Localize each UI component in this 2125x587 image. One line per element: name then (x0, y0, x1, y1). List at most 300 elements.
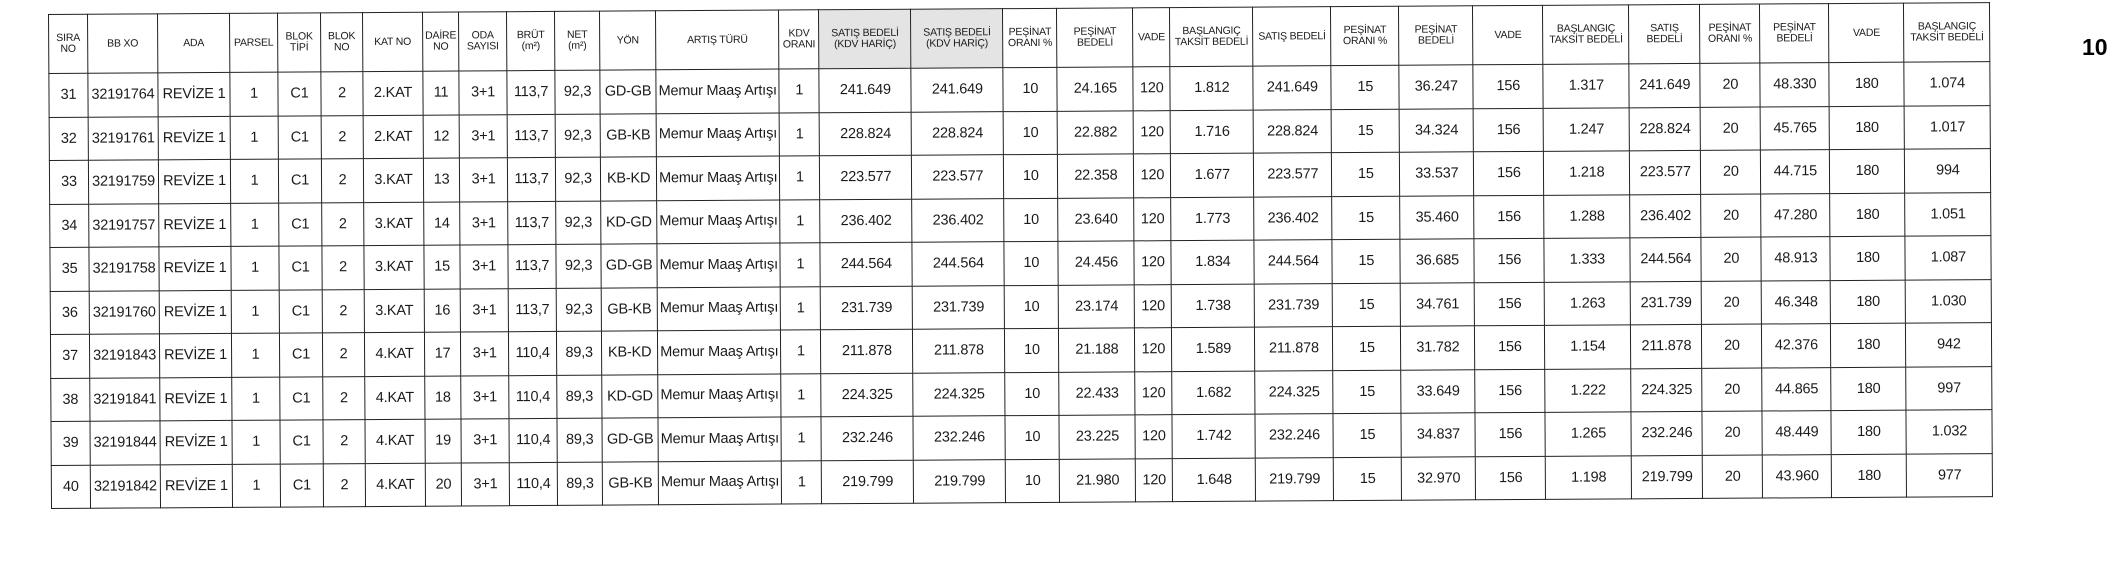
cell-bb-xo: 32191764 (88, 73, 158, 117)
cell-baslangic-taksit-120: 1.648 (1173, 458, 1256, 502)
cell-bb-xo: 32191844 (90, 421, 160, 465)
cell-daire-no: 11 (423, 71, 459, 115)
cell-net: 92,3 (555, 70, 600, 114)
cell-pesinat-bedeli-10: 24.165 (1057, 67, 1133, 111)
cell-yon: GB-KB (600, 113, 656, 157)
cell-blok-tipi: C1 (279, 333, 322, 377)
cell-parsel: 1 (231, 246, 279, 290)
cell-kdv-orani: 1 (780, 243, 820, 287)
cell-satis-bedeli-20: 232.246 (1631, 411, 1702, 455)
cell-vade-120: 120 (1136, 458, 1173, 502)
cell-sira-no: 34 (50, 204, 89, 248)
price-table-sheet (48, 2, 1993, 509)
cell-bb-xo: 32191757 (89, 203, 159, 247)
cell-vade-180: 180 (1830, 193, 1905, 237)
cell-pesinat-bedeli-15: 36.685 (1400, 239, 1474, 283)
cell-vade-156: 156 (1475, 412, 1545, 456)
cell-vade-156: 156 (1475, 282, 1545, 326)
cell-satis-bedeli-kdv-haric-1: 241.649 (819, 68, 911, 112)
cell-kat-no: 3.KAT (364, 289, 424, 333)
cell-daire-no: 12 (423, 114, 459, 158)
header-pesinat-bedeli-15: PEŞİNAT BEDELİ (1399, 6, 1473, 65)
cell-brut: 110,4 (509, 331, 557, 375)
table-body (49, 62, 1993, 509)
cell-kat-no: 3.KAT (364, 202, 424, 246)
cell-bb-xo: 32191842 (90, 464, 160, 508)
cell-pesinat-bedeli-15: 34.761 (1401, 282, 1475, 326)
cell-daire-no: 16 (424, 288, 460, 332)
cell-pesinat-orani-20: 20 (1703, 455, 1763, 499)
cell-brut: 110,4 (509, 375, 557, 419)
cell-blok-tipi: C1 (280, 420, 323, 464)
header-net: NET (m²) (555, 11, 600, 70)
cell-ada: REVİZE 1 (159, 333, 231, 377)
cell-pesinat-orani-20: 20 (1700, 107, 1760, 151)
header-pesinat-bedeli-20: PEŞİNAT BEDELİ (1760, 4, 1829, 63)
cell-satis-bedeli-15: 219.799 (1256, 457, 1334, 501)
cell-pesinat-bedeli-20: 44.715 (1761, 150, 1830, 194)
cell-sira-no: 38 (51, 378, 90, 422)
cell-pesinat-bedeli-10: 21.980 (1060, 458, 1136, 502)
cell-yon: GD-GB (602, 418, 658, 462)
cell-blok-tipi: C1 (278, 159, 321, 203)
cell-satis-bedeli-15: 241.649 (1253, 66, 1331, 110)
cell-baslangic-taksit-120: 1.812 (1170, 66, 1253, 110)
cell-pesinat-orani-15: 15 (1333, 326, 1401, 370)
cell-blok-no: 2 (323, 463, 365, 507)
cell-pesinat-orani-15: 15 (1333, 370, 1401, 414)
cell-kat-no: 2.KAT (363, 115, 423, 159)
cell-vade-156: 156 (1476, 456, 1546, 500)
cell-kat-no: 3.KAT (364, 245, 424, 289)
cell-pesinat-bedeli-10: 23.174 (1059, 284, 1135, 328)
cell-satis-bedeli-20: 236.402 (1630, 194, 1701, 238)
header-bb-xo: BB XO (88, 14, 158, 73)
header-blok-tipi: BLOK TİPİ (277, 13, 320, 72)
cell-baslangic-taksit-156: 1.222 (1545, 368, 1631, 412)
cell-kat-no: 4.KAT (365, 463, 425, 507)
cell-kat-no: 2.KAT (363, 71, 423, 115)
cell-blok-tipi: C1 (278, 72, 321, 116)
cell-satis-bedeli-20: 228.824 (1629, 107, 1700, 151)
header-baslangic-taksit-180: BAŞLANGIÇ TAKSİT BEDELİ (1904, 3, 1990, 63)
cell-yon: GD-GB (601, 244, 657, 288)
cell-sira-no: 40 (51, 465, 90, 509)
cell-vade-156: 156 (1475, 369, 1545, 413)
cell-blok-no: 2 (321, 115, 363, 159)
header-brut: BRÜT (m²) (507, 11, 555, 70)
cell-pesinat-bedeli-20: 48.449 (1762, 411, 1831, 455)
cell-kat-no: 4.KAT (365, 419, 425, 463)
cell-parsel: 1 (230, 72, 278, 116)
cell-satis-bedeli-kdv-haric-2: 224.325 (913, 372, 1005, 416)
cell-pesinat-bedeli-15: 32.970 (1402, 456, 1476, 500)
cell-pesinat-orani-20: 20 (1701, 237, 1761, 281)
cell-satis-bedeli-kdv-haric-1: 211.878 (821, 329, 913, 373)
cell-baslangic-taksit-120: 1.589 (1172, 327, 1255, 371)
cell-net: 92,3 (555, 114, 600, 158)
cell-baslangic-taksit-180: 997 (1906, 366, 1992, 410)
cell-pesinat-orani-15: 15 (1333, 283, 1401, 327)
cell-daire-no: 19 (425, 419, 461, 463)
cell-vade-180: 180 (1829, 62, 1904, 106)
cell-kdv-orani: 1 (779, 69, 819, 113)
cell-kdv-orani: 1 (780, 156, 820, 200)
cell-pesinat-orani-15: 15 (1334, 457, 1402, 501)
cell-pesinat-bedeli-20: 45.765 (1760, 106, 1829, 150)
cell-parsel: 1 (231, 333, 279, 377)
cell-bb-xo: 32191843 (89, 334, 159, 378)
cell-kdv-orani: 1 (781, 417, 821, 461)
cell-artis-turu: Memur Maaş Artışı (657, 243, 781, 287)
cell-vade-180: 180 (1830, 149, 1905, 193)
cell-satis-bedeli-kdv-haric-1: 228.824 (819, 112, 911, 156)
cell-pesinat-orani-20: 20 (1702, 411, 1762, 455)
cell-pesinat-orani-15: 15 (1333, 413, 1401, 457)
cell-yon: GB-KB (601, 287, 657, 331)
header-yon: YÖN (600, 11, 656, 70)
header-kat-no: KAT NO (362, 12, 422, 71)
cell-satis-bedeli-kdv-haric-1: 224.325 (821, 373, 913, 417)
cell-baslangic-taksit-156: 1.263 (1545, 281, 1631, 325)
cell-pesinat-bedeli-20: 43.960 (1763, 454, 1832, 498)
cell-pesinat-orani-10: 10 (1005, 372, 1059, 416)
cell-pesinat-bedeli-15: 35.460 (1400, 195, 1474, 239)
cell-satis-bedeli-kdv-haric-2: 223.577 (912, 155, 1004, 199)
cell-oda-sayisi: 3+1 (461, 332, 509, 376)
cell-pesinat-orani-15: 15 (1331, 109, 1399, 153)
cell-blok-tipi: C1 (279, 246, 322, 290)
cell-satis-bedeli-kdv-haric-1: 236.402 (820, 199, 912, 243)
header-artis-turu: ARTIŞ TÜRÜ (656, 10, 780, 70)
cell-vade-120: 120 (1133, 110, 1170, 154)
cell-satis-bedeli-kdv-haric-2: 244.564 (912, 242, 1004, 286)
cell-satis-bedeli-kdv-haric-2: 228.824 (911, 111, 1003, 155)
cell-pesinat-bedeli-15: 34.837 (1401, 413, 1475, 457)
cell-parsel: 1 (230, 159, 278, 203)
cell-vade-156: 156 (1475, 325, 1545, 369)
cell-yon: KD-GD (602, 374, 658, 418)
cell-daire-no: 20 (425, 462, 461, 506)
header-vade-120: VADE (1133, 8, 1170, 67)
cell-ada: REVİZE 1 (159, 203, 231, 247)
cell-oda-sayisi: 3+1 (461, 462, 509, 506)
cell-blok-tipi: C1 (279, 289, 322, 333)
cell-bb-xo: 32191761 (88, 116, 158, 160)
cell-pesinat-orani-10: 10 (1005, 415, 1059, 459)
cell-pesinat-bedeli-10: 22.882 (1057, 110, 1133, 154)
cell-blok-no: 2 (322, 289, 364, 333)
cell-vade-180: 180 (1829, 106, 1904, 150)
cell-pesinat-bedeli-10: 23.640 (1058, 197, 1134, 241)
cell-pesinat-bedeli-20: 48.330 (1760, 63, 1829, 107)
cell-artis-turu: Memur Maaş Artışı (658, 461, 782, 505)
cell-parsel: 1 (231, 203, 279, 247)
cell-baslangic-taksit-156: 1.154 (1545, 325, 1631, 369)
cell-kdv-orani: 1 (780, 199, 820, 243)
cell-pesinat-bedeli-20: 48.913 (1761, 237, 1830, 281)
cell-bb-xo: 32191841 (90, 377, 160, 421)
cell-daire-no: 17 (424, 332, 460, 376)
cell-parsel: 1 (230, 116, 278, 160)
cell-satis-bedeli-kdv-haric-2: 211.878 (913, 329, 1005, 373)
cell-satis-bedeli-15: 224.325 (1255, 370, 1333, 414)
cell-net: 92,3 (556, 201, 601, 245)
cell-satis-bedeli-20: 231.739 (1631, 281, 1702, 325)
cell-satis-bedeli-kdv-haric-2: 241.649 (911, 68, 1003, 112)
cell-net: 92,3 (556, 288, 601, 332)
cell-vade-156: 156 (1474, 238, 1544, 282)
header-blok-no: BLOK NO (320, 13, 362, 72)
cell-satis-bedeli-kdv-haric-2: 236.402 (912, 198, 1004, 242)
cell-baslangic-taksit-180: 942 (1906, 323, 1992, 367)
cell-satis-bedeli-kdv-haric-2: 232.246 (913, 416, 1005, 460)
cell-baslangic-taksit-156: 1.317 (1543, 64, 1629, 108)
cell-pesinat-orani-20: 20 (1701, 150, 1761, 194)
cell-vade-120: 120 (1135, 415, 1172, 459)
cell-brut: 113,7 (507, 70, 555, 114)
header-sira-no: SIRA NO (49, 14, 88, 73)
cell-pesinat-orani-15: 15 (1332, 239, 1400, 283)
cell-baslangic-taksit-120: 1.738 (1172, 284, 1255, 328)
cell-satis-bedeli-kdv-haric-1: 219.799 (822, 460, 914, 504)
cell-net: 92,3 (555, 157, 600, 201)
cell-net: 89,3 (557, 462, 602, 506)
cell-blok-no: 2 (322, 246, 364, 290)
cell-brut: 113,7 (507, 114, 555, 158)
cell-brut: 113,7 (508, 288, 556, 332)
cell-baslangic-taksit-180: 1.087 (1905, 236, 1991, 280)
cell-pesinat-bedeli-20: 46.348 (1762, 280, 1831, 324)
header-satis-bedeli-kdv-haric-2: SATIŞ BEDELİ (KDV HARİÇ) (911, 9, 1003, 69)
cell-blok-tipi: C1 (279, 202, 322, 246)
cell-artis-turu: Memur Maaş Artışı (658, 417, 782, 461)
cell-brut: 113,7 (508, 201, 556, 245)
cell-vade-120: 120 (1133, 67, 1170, 111)
cell-oda-sayisi: 3+1 (459, 114, 507, 158)
cell-satis-bedeli-15: 231.739 (1255, 283, 1333, 327)
cell-parsel: 1 (232, 464, 280, 508)
cell-ada: REVİZE 1 (159, 246, 231, 290)
cell-sira-no: 35 (50, 247, 89, 291)
cell-parsel: 1 (231, 290, 279, 334)
cell-parsel: 1 (232, 420, 280, 464)
cell-pesinat-bedeli-20: 47.280 (1761, 193, 1830, 237)
cell-daire-no: 13 (423, 158, 459, 202)
cell-ada: REVİZE 1 (158, 159, 230, 203)
cell-pesinat-orani-20: 20 (1700, 63, 1760, 107)
cell-vade-120: 120 (1134, 241, 1171, 285)
cell-net: 89,3 (557, 331, 602, 375)
cell-yon: KD-GD (601, 200, 657, 244)
cell-pesinat-bedeli-15: 31.782 (1401, 326, 1475, 370)
cell-vade-180: 180 (1831, 323, 1906, 367)
cell-vade-180: 180 (1832, 454, 1907, 498)
cell-baslangic-taksit-120: 1.834 (1171, 240, 1254, 284)
cell-daire-no: 18 (425, 375, 461, 419)
cell-satis-bedeli-20: 224.325 (1631, 368, 1702, 412)
cell-baslangic-taksit-120: 1.716 (1170, 110, 1253, 154)
cell-vade-120: 120 (1135, 328, 1172, 372)
cell-oda-sayisi: 3+1 (460, 245, 508, 289)
cell-satis-bedeli-15: 232.246 (1255, 414, 1333, 458)
cell-baslangic-taksit-180: 1.032 (1906, 410, 1992, 454)
cell-pesinat-orani-15: 15 (1332, 196, 1400, 240)
cell-satis-bedeli-20: 241.649 (1629, 63, 1700, 107)
cell-pesinat-bedeli-10: 22.433 (1059, 371, 1135, 415)
cell-vade-120: 120 (1134, 154, 1171, 198)
cell-baslangic-taksit-156: 1.333 (1544, 238, 1630, 282)
cell-sira-no: 33 (49, 160, 88, 204)
cell-pesinat-bedeli-10: 23.225 (1059, 415, 1135, 459)
cell-baslangic-taksit-180: 994 (1905, 149, 1991, 193)
cell-yon: KB-KD (600, 157, 656, 201)
cell-daire-no: 15 (424, 245, 460, 289)
cell-pesinat-orani-10: 10 (1004, 154, 1058, 198)
cell-satis-bedeli-15: 223.577 (1254, 153, 1332, 197)
cell-ada: REVİZE 1 (158, 116, 230, 160)
cell-baslangic-taksit-180: 1.030 (1906, 279, 1992, 323)
header-pesinat-orani-20: PEŞİNAT ORANI % (1700, 4, 1760, 63)
cell-pesinat-orani-10: 10 (1003, 67, 1057, 111)
cell-blok-tipi: C1 (280, 463, 323, 507)
cell-baslangic-taksit-156: 1.198 (1546, 455, 1632, 499)
cell-satis-bedeli-kdv-haric-1: 244.564 (820, 242, 912, 286)
cell-baslangic-taksit-180: 1.051 (1905, 192, 1991, 236)
cell-yon: GB-KB (602, 461, 658, 505)
cell-pesinat-bedeli-10: 21.188 (1059, 328, 1135, 372)
cell-vade-156: 156 (1473, 64, 1543, 108)
cell-sira-no: 39 (51, 421, 90, 465)
cell-brut: 113,7 (508, 244, 556, 288)
cell-pesinat-bedeli-10: 24.456 (1058, 241, 1134, 285)
cell-net: 92,3 (556, 244, 601, 288)
cell-kdv-orani: 1 (779, 112, 819, 156)
cell-artis-turu: Memur Maaş Artışı (656, 69, 780, 113)
header-parsel: PARSEL (229, 13, 277, 72)
cell-pesinat-orani-20: 20 (1702, 368, 1762, 412)
cell-satis-bedeli-20: 211.878 (1631, 324, 1702, 368)
cell-vade-156: 156 (1474, 151, 1544, 195)
cell-satis-bedeli-20: 223.577 (1630, 150, 1701, 194)
cell-blok-tipi: C1 (280, 376, 323, 420)
cell-artis-turu: Memur Maaş Artışı (656, 113, 780, 157)
cell-kdv-orani: 1 (781, 286, 821, 330)
cell-artis-turu: Memur Maaş Artışı (657, 200, 781, 244)
cell-baslangic-taksit-156: 1.288 (1544, 194, 1630, 238)
header-vade-156: VADE (1473, 5, 1543, 64)
cell-brut: 110,4 (509, 418, 557, 462)
cell-oda-sayisi: 3+1 (460, 288, 508, 332)
cell-pesinat-orani-10: 10 (1003, 111, 1057, 155)
cell-kdv-orani: 1 (782, 460, 822, 504)
cell-daire-no: 14 (424, 201, 460, 245)
header-satis-bedeli-kdv-haric-1: SATIŞ BEDELİ (KDV HARİÇ) (819, 9, 911, 69)
cell-artis-turu: Memur Maaş Artışı (657, 287, 781, 331)
cell-baslangic-taksit-180: 977 (1907, 453, 1993, 497)
cell-satis-bedeli-15: 236.402 (1254, 196, 1332, 240)
cell-satis-bedeli-20: 219.799 (1632, 455, 1703, 499)
cell-baslangic-taksit-180: 1.074 (1904, 62, 1990, 106)
cell-pesinat-bedeli-15: 33.649 (1401, 369, 1475, 413)
cell-artis-turu: Memur Maaş Artışı (656, 156, 780, 200)
cell-satis-bedeli-kdv-haric-1: 231.739 (821, 286, 913, 330)
cell-pesinat-orani-20: 20 (1701, 194, 1761, 238)
cell-pesinat-orani-10: 10 (1004, 198, 1058, 242)
header-pesinat-bedeli-10: PEŞİNAT BEDELİ (1057, 8, 1133, 67)
cell-baslangic-taksit-120: 1.773 (1171, 197, 1254, 241)
cell-blok-tipi: C1 (278, 115, 321, 159)
cell-baslangic-taksit-120: 1.742 (1172, 414, 1255, 458)
cell-vade-120: 120 (1135, 284, 1172, 328)
cell-yon: KB-KD (602, 331, 658, 375)
header-satis-bedeli-15: SATIŞ BEDELİ (1253, 7, 1331, 66)
cell-kdv-orani: 1 (781, 373, 821, 417)
cell-bb-xo: 32191760 (89, 290, 159, 334)
header-kdv-orani: KDV ORANI (779, 10, 819, 69)
cell-vade-120: 120 (1134, 197, 1171, 241)
header-vade-180: VADE (1829, 3, 1904, 62)
cell-sira-no: 32 (49, 117, 88, 161)
cell-ada: REVİZE 1 (159, 290, 231, 334)
cell-blok-no: 2 (322, 202, 364, 246)
page-number: 10 (2082, 34, 2108, 60)
cell-artis-turu: Memur Maaş Artışı (658, 374, 782, 418)
cell-ada: REVİZE 1 (160, 377, 232, 421)
header-pesinat-orani-15: PEŞİNAT ORANI % (1331, 6, 1399, 65)
cell-kat-no: 4.KAT (364, 332, 424, 376)
cell-pesinat-bedeli-15: 34.324 (1399, 108, 1473, 152)
cell-bb-xo: 32191758 (89, 247, 159, 291)
cell-vade-156: 156 (1474, 195, 1544, 239)
cell-satis-bedeli-kdv-haric-1: 223.577 (820, 155, 912, 199)
cell-baslangic-taksit-156: 1.247 (1543, 107, 1629, 151)
cell-ada: REVİZE 1 (158, 72, 230, 116)
cell-baslangic-taksit-180: 1.017 (1904, 105, 1990, 149)
cell-pesinat-orani-15: 15 (1331, 65, 1399, 109)
cell-pesinat-orani-10: 10 (1004, 241, 1058, 285)
cell-pesinat-bedeli-15: 33.537 (1400, 152, 1474, 196)
cell-ada: REVİZE 1 (160, 420, 232, 464)
cell-pesinat-bedeli-20: 42.376 (1762, 324, 1831, 368)
cell-kat-no: 4.KAT (365, 376, 425, 420)
cell-satis-bedeli-kdv-haric-2: 231.739 (913, 285, 1005, 329)
cell-vade-180: 180 (1831, 367, 1906, 411)
cell-sira-no: 31 (49, 73, 88, 117)
cell-blok-no: 2 (321, 72, 363, 116)
header-satis-bedeli-20: SATIŞ BEDELİ (1629, 4, 1700, 63)
cell-pesinat-orani-15: 15 (1332, 152, 1400, 196)
cell-pesinat-orani-10: 10 (1005, 328, 1059, 372)
cell-satis-bedeli-15: 211.878 (1255, 327, 1333, 371)
cell-oda-sayisi: 3+1 (459, 71, 507, 115)
cell-ada: REVİZE 1 (160, 464, 232, 508)
cell-sira-no: 37 (50, 334, 89, 378)
cell-baslangic-taksit-156: 1.218 (1544, 151, 1630, 195)
cell-pesinat-orani-20: 20 (1702, 324, 1762, 368)
cell-kdv-orani: 1 (781, 330, 821, 374)
cell-satis-bedeli-15: 244.564 (1254, 240, 1332, 284)
cell-blok-no: 2 (323, 420, 365, 464)
header-oda-sayisi: ODA SAYISI (459, 12, 507, 71)
cell-vade-180: 180 (1831, 280, 1906, 324)
price-table (48, 2, 1993, 509)
cell-vade-180: 180 (1830, 236, 1905, 280)
cell-brut: 113,7 (507, 157, 555, 201)
cell-oda-sayisi: 3+1 (459, 158, 507, 202)
cell-satis-bedeli-20: 244.564 (1630, 237, 1701, 281)
header-pesinat-orani-10: PEŞİNAT ORANI % (1003, 8, 1057, 67)
